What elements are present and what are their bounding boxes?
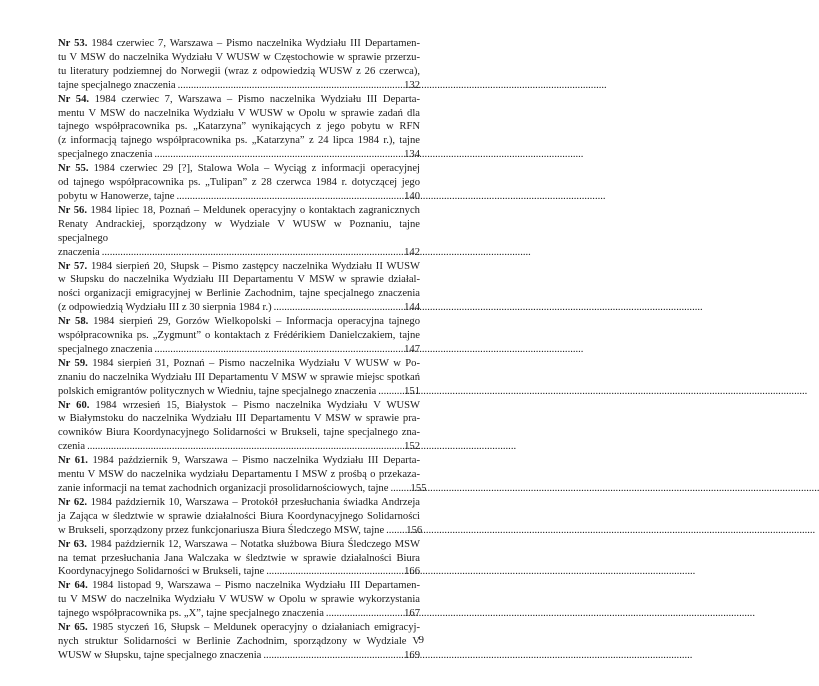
toc-entry-text: znaczenia [58,246,100,258]
toc-entry-line [58,65,420,79]
toc-entry-line [58,287,420,301]
toc-entry-line [58,454,420,468]
toc-entry-text: (z informacją tajnego współpracownika ps. „Katarzyna” z 24 lipca 1984 r.), tajne [58,135,420,147]
toc-entry-text: 1984 lipiec 18, Poznań – Meldunek operacyjny o kontaktach zagranicznych [90,204,420,216]
toc-entry-text: współpracownika ps. „Zygmunt” o kontaktach z Frédérikiem Danielczakiem, tajne [58,330,420,342]
dot-leader [378,385,396,399]
toc-entry [58,260,420,316]
toc-entry-page: 156 [406,524,423,536]
toc-entry-text: cowników Biura Koordynacyjnego Solidarności w Brukseli, tajne specjalnego zna- [58,427,420,439]
toc-entry-page: 142 [404,246,420,258]
toc-entry [58,162,420,204]
toc-entry-line [58,273,420,287]
dot-leader [390,482,402,496]
toc-entry-line [58,37,420,51]
toc-entry-number: Nr 62. [58,496,88,508]
toc-entry-text: 1984 październik 12, Warszawa – Notatka służbowa Biura Śledczego MSW [90,538,420,550]
toc-entry-last-line [58,246,420,260]
toc-entry [58,454,427,496]
toc-entry-line [58,120,420,134]
toc-entry-line [58,510,420,524]
toc-entry-last-line [58,524,423,538]
toc-entry-line [58,218,420,246]
toc-entry-text: od tajnego współpracownika ps. „Tulipan” z 28 czerwca 1984 r. dotyczącej jego [58,177,420,189]
toc-entry [58,37,420,93]
toc-entry-number: Nr 53. [58,38,88,49]
toc-entry-text: 1984 sierpień 29, Gorzów Wielkopolski – Informacja operacyjna tajnego [93,316,420,328]
toc-entry-text: zanie informacji na temat zachodnich organizacji prosolidarnościowych, tajne [58,483,389,494]
toc-entry-text: Koordynacyjnego Solidarności w Brukseli, tajne [58,566,265,578]
toc-entry-page: 140 [404,190,420,202]
toc-entry-text: polskich emigrantów politycznych w Wiedniu, tajne specjalnego znaczenia [58,385,377,397]
toc-entry-text: znaniu do naczelnika Wydziału III Departamentu V MSW w sprawie miejsc spotkań [58,371,420,383]
toc-entry-text: na temat przesłuchania Jana Walczaka w śledztwie w sprawie działalności Biura [58,552,420,564]
toc-entry-text: ności organizacji emigracyjnej w Berlinie Zachodnim, tajne specjalnego znaczenia [58,288,420,300]
toc-entry-text: Renaty Andrackiej, sporządzony w Wydziale V WUSW w Poznaniu, tajne specjalnego [58,218,420,244]
toc-entry-number: Nr 58. [58,316,89,328]
toc-entry-text: 1984 sierpień 31, Poznań – Pismo naczelnika Wydziału V WUSW w Po- [92,357,420,369]
toc-entry-last-line [58,190,420,204]
toc-entry-page: 166 [404,566,420,578]
toc-entry-number: Nr 54. [58,93,90,105]
toc-entry-text: 1984 październik 10, Warszawa – Protokół przesłuchania świadka Andrzeja [90,496,420,508]
toc-entry-last-line [58,440,420,454]
toc-entry-text: 1984 sierpień 20, Słupsk – Pismo zastępcy naczelnika Wydziału II WUSW [91,260,420,272]
toc-entry-line [58,371,420,385]
toc-entry-page: 155 [410,483,427,494]
toc-entry-line [58,552,420,566]
toc-entry-text: w Białymstoku do naczelnika Wydziału III Departamentu V MSW w sprawie pra- [58,413,420,425]
toc-entry-last-line [58,79,420,93]
toc-entry-text: mentu V MSW do naczelnika Wydziału V WUSW w Opolu w sprawie zadań dla [58,107,420,119]
toc-entry-text: tu V MSW do naczelnika Wydziału V WUSW w Częstochowie w sprawie przerzu- [58,51,420,63]
toc-entry-text: czenia [58,441,86,453]
toc-entry-text: w Brukseli, sporządzony przez funkcjonariusza Biura Śledczego MSW, tajne [58,524,385,536]
toc-entry-number: Nr 55. [58,163,89,175]
dot-leader [102,246,396,260]
toc-entry-line [58,621,420,635]
toc-entry [58,538,420,580]
toc-entry-text: 1984 czerwiec 29 [?], Stalowa Wola – Wyciąg z informacji operacyjnej [93,163,420,175]
toc-entry-line [58,635,420,649]
page-number: 9 [418,634,424,646]
toc-entry-line [58,329,420,343]
toc-entry-last-line [58,343,420,357]
dot-leader [326,607,396,621]
toc-entry-line [58,426,420,440]
dot-leader [263,649,396,663]
toc-entry-number: Nr 61. [58,455,88,467]
toc-entry-line [58,468,420,482]
toc-entry-page: 167 [404,608,420,620]
toc-entry-text: tu V MSW do naczelnika Wydziału V WUSW w Opolu w sprawie wykorzystania [58,594,420,606]
toc-entry-line [58,496,420,510]
toc-entry-last-line [58,301,420,315]
toc-entry-line [58,176,420,190]
dot-leader [386,524,398,538]
toc-entry-number: Nr 59. [58,357,88,369]
toc-entry-number: Nr 56. [58,204,87,216]
toc-entry [58,315,420,357]
toc-entry [58,93,420,163]
toc-entry-page: 134 [404,149,420,161]
toc-entry-number: Nr 65. [58,622,88,634]
toc-entry [58,357,420,399]
toc-entry-text: mentu V MSW do naczelnika wydziału Departamentu I MSW z prośbą o przekaza- [58,469,420,481]
toc-entry-line [58,412,420,426]
dot-leader [274,301,396,315]
toc-entry-line [58,107,420,121]
toc-entry-line [58,51,420,65]
dot-leader [154,148,396,162]
toc-entry-number: Nr 63. [58,538,87,550]
toc-entry-last-line [58,148,420,162]
toc-entry [58,621,420,663]
toc-entry-page: 132 [404,79,420,91]
dot-leader [154,343,396,357]
table-of-contents [58,37,427,663]
toc-entry-number: Nr 64. [58,580,88,592]
toc-entry-page: 152 [404,441,420,453]
toc-entry-line [58,134,420,148]
dot-leader [87,440,396,454]
toc-entry-text: 1984 październik 9, Warszawa – Pismo naczelnika Wydziału III Departa- [92,455,421,467]
toc-entry-line [58,399,420,413]
toc-entry-number: Nr 57. [58,260,88,272]
toc-entry-line [58,315,420,329]
toc-entry [58,204,420,260]
toc-entry-line [58,593,420,607]
toc-entry-text: 1984 listopad 9, Warszawa – Pismo naczelnika Wydziału III Departamen- [92,580,420,592]
toc-entry-number: Nr 60. [58,399,90,411]
toc-entry-text: tajne specjalnego znaczenia [58,79,176,91]
toc-entry-page: 169 [404,649,420,661]
toc-entry-page: 144 [404,302,420,314]
toc-entry-last-line [58,482,427,496]
toc-entry-text: tajnego współpracownika ps. „Katarzyna” wynikających z jego pobytu w RFN [58,121,420,133]
toc-entry-line [58,93,420,107]
toc-entry-text: 1985 styczeń 16, Słupsk – Meldunek operacyjny o działaniach emigracyj- [91,622,420,634]
toc-entry-page: 151 [404,385,420,397]
toc-entry-text: tu literatury podziemnej do Norwegii (wraz z odpowiedzią WUSW z 26 czerwca), [58,65,420,77]
toc-entry-line [58,538,420,552]
toc-entry-page: 147 [404,343,420,355]
toc-entry-text: ja Zająca w śledztwie w sprawie działalności Biura Koordynacyjnego Solidarności [58,510,420,522]
dot-leader [177,190,397,204]
toc-entry-text: WUSW w Słupsku, tajne specjalnego znaczenia [58,649,262,661]
toc-entry [58,399,420,455]
toc-entry-text: (z odpowiedzią Wydziału III z 30 sierpnia 1984 r.) [58,302,272,314]
toc-entry-text: w Słupsku do naczelnika Wydziału III Departamentu V MSW w sprawie działal- [58,274,420,286]
toc-entry-line [58,579,420,593]
toc-entry [58,579,420,621]
toc-entry-line [58,204,420,218]
toc-entry-text: pobytu w Hanowerze, tajne [58,190,175,202]
dot-leader [266,565,396,579]
toc-entry-text: specjalnego znaczenia [58,149,153,161]
toc-entry-text: specjalnego znaczenia [58,343,153,355]
toc-entry-last-line [58,607,420,621]
toc-entry-line [58,357,420,371]
toc-entry-line [58,260,420,274]
toc-entry-last-line [58,649,420,663]
toc-entry-line [58,162,420,176]
toc-entry-text: tajnego współpracownika ps. „X”, tajne specjalnego znaczenia [58,608,324,620]
toc-entry-text: nych struktur Solidarności w Berlinie Zachodnim, sporządzony w Wydziale V [58,635,420,647]
toc-entry-text: 1984 wrzesień 15, Białystok – Pismo naczelnika Wydziału V WUSW [95,399,420,411]
toc-entry-last-line [58,385,420,399]
toc-entry [58,496,423,538]
toc-entry-last-line [58,565,420,579]
toc-entry-text: 1984 czerwiec 7, Warszawa – Pismo naczelnika Wydziału III Departamen- [91,38,420,49]
dot-leader [178,79,396,93]
toc-entry-text: 1984 czerwiec 7, Warszawa – Pismo naczelnika Wydziału III Departa- [94,93,420,105]
